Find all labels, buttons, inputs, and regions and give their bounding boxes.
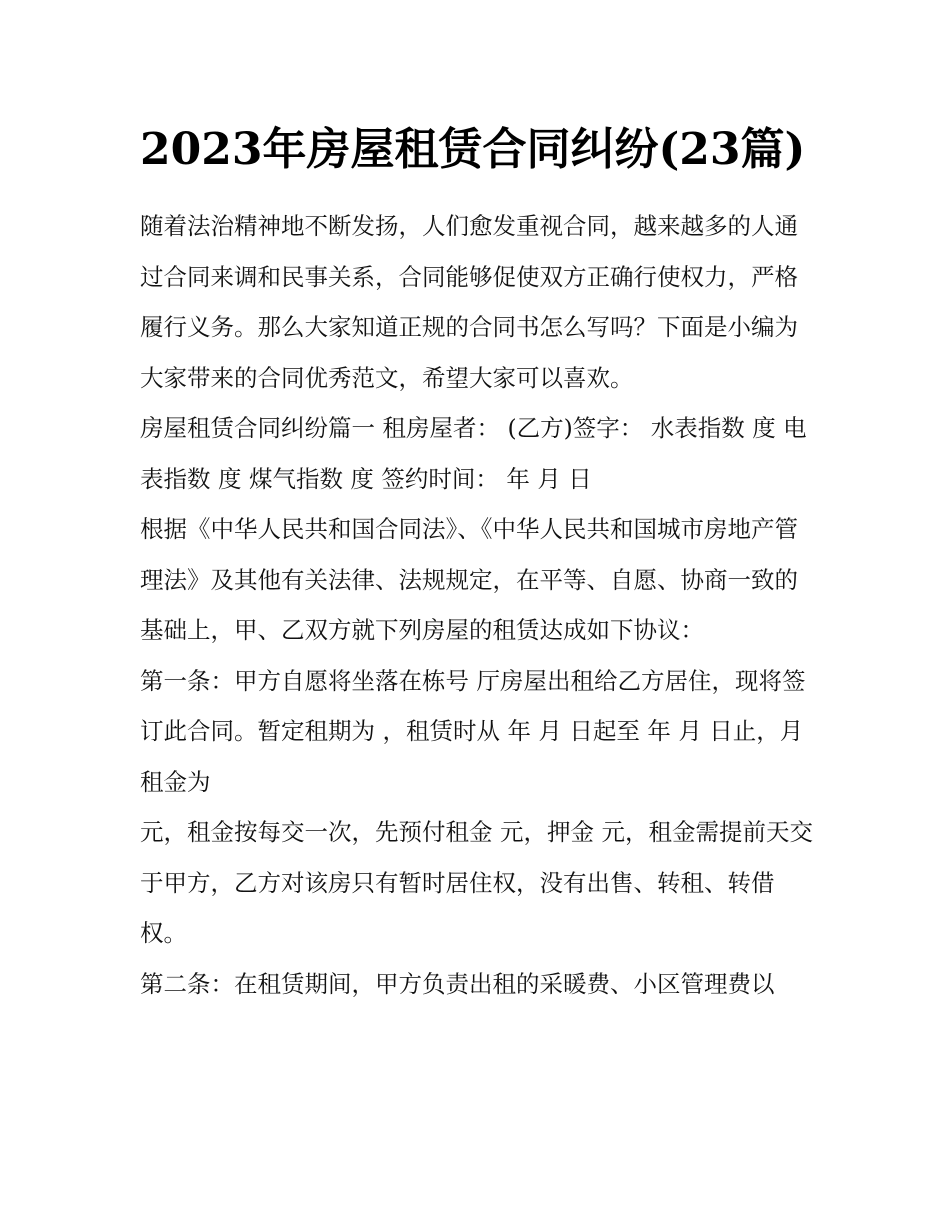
document-content bbox=[140, 115, 815, 1009]
paragraph-intro: 随着法治精神地不断发扬，人们愈发重视合同，越来越多的人通过合同来调和民事关系，合同能够促使双方正确行使权力，严格履行义务。那么大家知道正规的合同书怎么写吗？下面是小编为大家带来的合同优秀范文，希望大家可以喜欢。 bbox=[140, 212, 798, 392]
paragraph-article-1: 第一条：甲方自愿将坐落在栋号 厅房屋出租给乙方居住，现将签订此合同。暂定租期为 ，租赁时从 年 月 日起至 年 月 日止，月租金为 bbox=[140, 666, 806, 796]
paragraph-legal-basis: 根据《中华人民共和国合同法》、《中华人民共和国城市房地产管理法》及其他有关法律、法规规定，在平等、自愿、协商一致的基础上，甲、乙双方就下列房屋的租赁达成如下协议： bbox=[140, 515, 798, 644]
paragraph-article-1-continued: 元，租金按每交一次，先预付租金 元，押金 元，租金需提前天交于甲方，乙方对该房只有暂时居住权，没有出售、转租、转借权。 bbox=[140, 818, 813, 947]
paragraph-article-2: 第二条：在租赁期间，甲方负责出租的采暖费、小区管理费以 bbox=[140, 969, 775, 998]
document-title: 2023年房屋租赁合同纠纷(23篇) bbox=[140, 124, 806, 175]
document-body bbox=[140, 201, 815, 1009]
paragraph-contract-header: 房屋租赁合同纠纷篇一 租房屋者： (乙方)签字： 水表指数 度 电表指数 度 煤气指数 度 签约时间： 年 月 日 bbox=[140, 414, 807, 493]
